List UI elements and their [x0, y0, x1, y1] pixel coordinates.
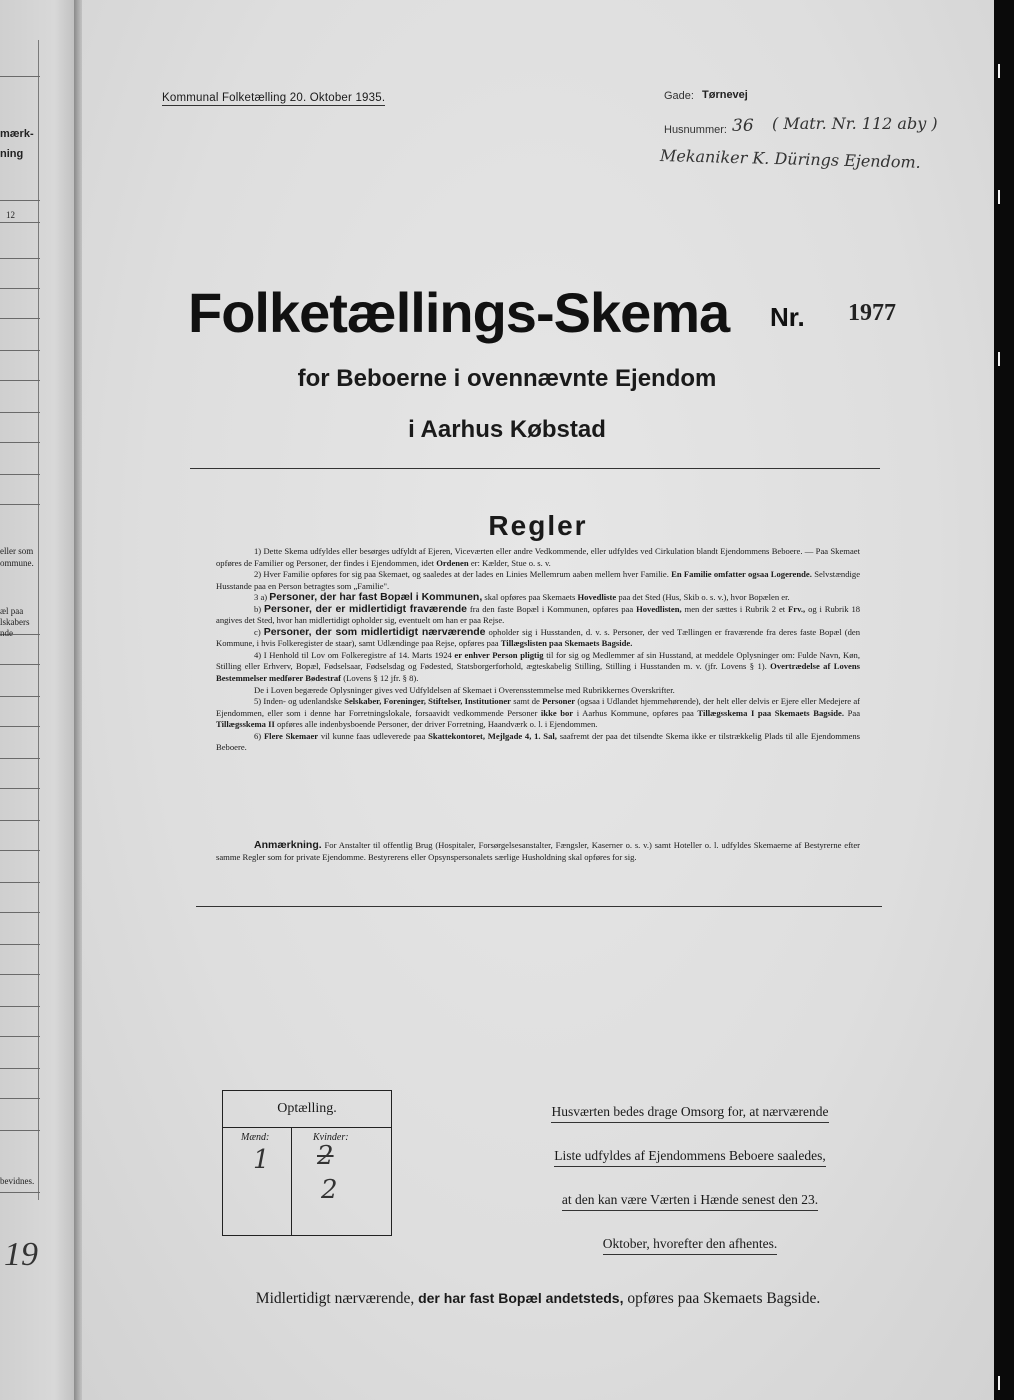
rule-5: 5) Inden- og udenlandske Selskaber, Foreninger, Stiftelser, Institutioner samt de Personer (ogsaa i Udlandet hjemmehørende), der helt eller delvis er Ejere eller Medejere af Ejendommen, eller som i denne har Forretningslokale, forsaavidt vedkommende Personer ikke bor i Aarhus Kommune, opføres paa Tillægsskema I paa Skemaets Bagside. Paa Tillægsskema II opføres alle indenbysboende Personer, der driver Forretning, Haandværk o. l. i Ejendommen. — [216, 696, 861, 730]
notice-line: Husværten bedes drage Omsorg for, at nærværende — [551, 1102, 828, 1123]
divider — [196, 906, 882, 907]
notice-line: Liste udfyldes af Ejendommens Beboere saaledes, — [554, 1146, 825, 1167]
rule-6: 6) Flere Skemaer vil kunne faas udleverede paa Skattekontoret, Mejlgade 4, 1. Sal, saafremt der paa det tilsendte Skema ikke er tilstrækkelig Plads til alle Ejendommens Beboere. — [216, 730, 861, 753]
footer-note: Midlertidigt nærværende, der har fast Bopæl andetsteds, opføres paa Skemaets Bagside. — [255, 1290, 821, 1307]
women-count-struck: 2 — [317, 1141, 334, 1171]
left-fragment: 12 — [6, 210, 15, 220]
left-fragment: bevidnes. — [0, 1176, 35, 1186]
rules-heading: Regler — [488, 510, 588, 541]
form-number-value: 1977 — [848, 300, 896, 326]
notice-line: at den kan være Værten i Hænde senest den 23. — [562, 1190, 818, 1211]
women-count: 2 — [321, 1175, 338, 1205]
count-box-title: Optælling. — [277, 1101, 337, 1116]
left-fragment: eller som — [0, 546, 34, 556]
men-count: 1 — [253, 1145, 270, 1175]
form-subtitle-location: i Aarhus Købstad — [408, 416, 606, 443]
landlord-notice — [520, 1094, 860, 1270]
right-scan-edge — [994, 0, 1014, 1400]
left-fragment: nde — [0, 628, 13, 638]
left-fragment: mærk- — [0, 128, 34, 140]
left-fragment: ommune. — [0, 558, 34, 568]
rule-4: 4) I Henhold til Lov om Folkeregistre af 14. Marts 1924 er enhver Person pligtig til for sig og Medlemmer af sin Husstand, at meddele Oplysninger om: Fulde Navn, Køn, Stilling eller Erhverv, Bopæl, Fødselsaar, Fødselsdag og Fødested, Statsborgerforhold, ægteskabelig Stilling, Stilling i Husstanden m. v. (jfr. Lovens § 1). Overtrædelse af Lovens Bestemmelser medfører Bødestraf (Lovens § 12 jfr. § 8). — [216, 649, 860, 684]
form-title: Folketællings-Skema — [188, 281, 730, 344]
rule-1: 1) Dette Skema udfyldes eller besørges udfyldt af Ejeren, Viceværten eller andre Vedkommende, eller udfyldes ved Cirkulation blandt Ejendommens Beboere. — Paa Skemaet opføres de Familier og Personer, der findes i Ejendommen, idet Ordenen er: Kælder, Stue o. s. v. — [216, 546, 860, 568]
remark-label: Anmærkning. — [254, 839, 322, 851]
rule-3c: c) Personer, der som midlertidigt nærværende opholder sig i Husstanden, d. v. s. Personer, der ved Tællingen er fraværende fra deres faste Bopæl (den Kommune, i hvis Folkeregister de staar), samt Udlændinge paa Rejse, opføres paa Tillægslisten paa Skemaets Bagside. — [216, 625, 861, 649]
rules-text — [216, 546, 860, 754]
divider — [190, 468, 880, 469]
women-label: Kvinder: — [313, 1132, 349, 1143]
men-label: Mænd: — [241, 1132, 270, 1143]
owner-note: Mekaniker K. Dürings Ejendom. — [659, 146, 921, 172]
count-box — [222, 1090, 392, 1236]
left-page-strip — [0, 0, 78, 1400]
rule-3b: b) Personer, der er midlertidigt fraværende fra den faste Bopæl i Kommunen, opføres paa Hovedlisten, men der sættes i Rubrik 2 et Frv., og i Rubrik 18 angives det Sted, hvor han midlertidigt opholder sig, eventuelt om han er paa Rejse. — [216, 602, 861, 626]
notice-line: Oktober, hvorefter den afhentes. — [603, 1234, 778, 1255]
street-label: Gade: — [664, 90, 694, 102]
left-fragment: lskabers — [0, 617, 30, 627]
rule-4-continued: De i Loven begærede Oplysninger gives ved Udfyldelsen af Skemaet i Overensstemmelse med Rubrikkernes Overskrifter. — [254, 684, 675, 695]
remark-text: Anmærkning. For Anstalter til offentlig Brug (Hospitaler, Forsørgelsesanstalter, Fængsler, Kaserner o. s. v.) samt Hoteller o. l. udfyldes Skemaerne af Bestyrerne efter samme Regler som for private Ejendomme. Bestyrerens eller Opsynspersonalets særlige Husholdning skal opføres for sig. — [216, 839, 861, 862]
street-value: Tørnevej — [702, 89, 748, 101]
left-fragment: ning — [0, 148, 24, 160]
census-header-line: Kommunal Folketælling 20. Oktober 1935. — [162, 92, 386, 104]
left-handwritten-number: 19 — [4, 1236, 38, 1273]
rule-3a: 3 a) Personer, der har fast Bopæl i Kommunen, skal opføres paa Skemaets Hovedliste paa det Sted (Hus, Skib o. s. v.), hvor Bopælen er. — [254, 591, 790, 604]
housenumber-value: 36 — [732, 116, 754, 136]
form-number-label: Nr. — [770, 302, 805, 332]
left-fragment: æl paa — [0, 606, 24, 616]
housenumber-label: Husnummer: — [664, 124, 727, 136]
rule-2: 2) Hver Familie opføres for sig paa Skemaet, og saaledes at der lades en Linies Mellemrum aaben mellem hver Familie. En Familie omfatter ogsaa Logerende. Selvstændige Husstande paa en Person betragtes som „Familie". — [216, 569, 861, 591]
form-subtitle: for Beboerne i ovennævnte Ejendom — [297, 365, 717, 392]
housenumber-note: ( Matr. Nr. 112 aby ) — [772, 114, 938, 133]
